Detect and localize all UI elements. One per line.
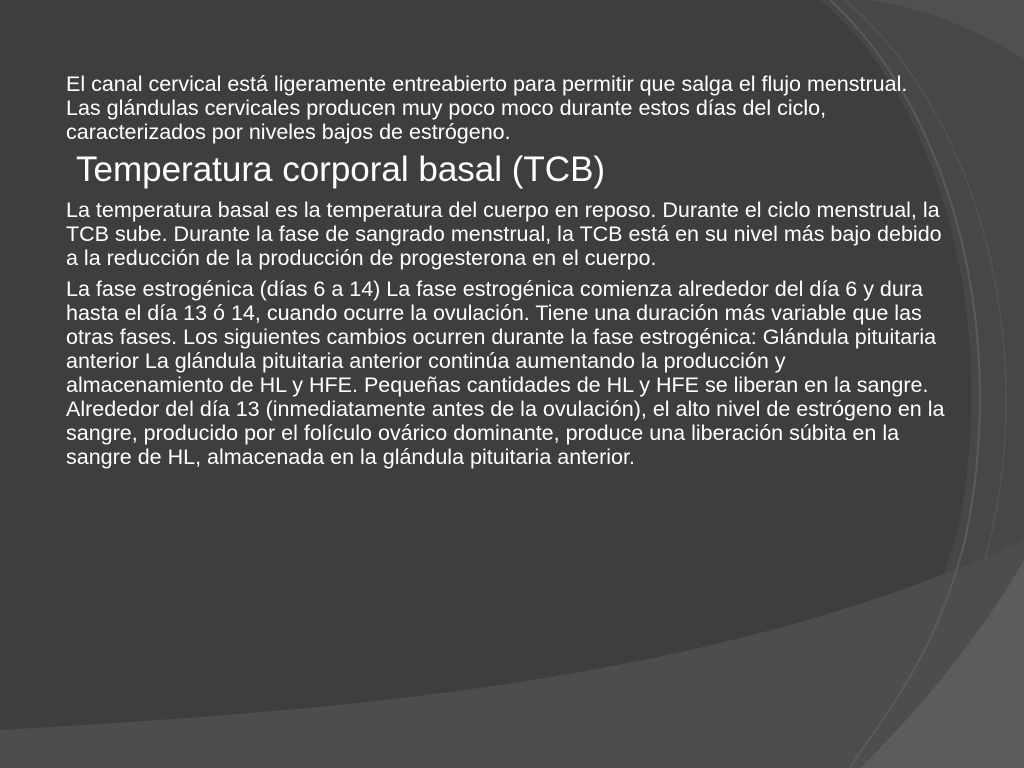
paragraph-basal-temperature: La temperatura basal es la temperatura del cuerpo en reposo. Durante el ciclo menstrual, la TCB sube. Durante la fase de sangrado menstrual, la TCB está en su nivel más bajo debido a la reducción de la producción de progesterona en el cuerpo. [66, 198, 942, 270]
section-heading: Temperatura corporal basal (TCB) [76, 150, 606, 189]
slide-content [66, 72, 946, 469]
paragraph-estrogenic-phase: La fase estrogénica (días 6 a 14) La fase estrogénica comienza alrededor del día 6 y dura hasta el día 13 ó 14, cuando ocurre la ovulación. Tiene una duración más variable que las otras fases. Los siguientes cambios ocurren durante la fase estrogénica: Glándula pituitaria anterior La glándula pituitaria anterior continúa aumentando la producción y almacenamiento de HL y HFE. Pequeñas cantidades de HL y HFE se liberan en la sangre. Alrededor del día 13 (inmediatamente antes de la ovulación), el alto nivel de estrógeno en la sangre, producido por el folículo ovárico dominante, produce una liberación súbita en la sangre de HL, almacenada en la glándula pituitaria anterior. [66, 277, 945, 469]
paragraph-cervical-canal: El canal cervical está ligeramente entreabierto para permitir que salga el flujo menstrual. Las glándulas cervicales producen muy poco moco durante estos días del ciclo, caracterizados por niveles bajos de estrógeno. [66, 72, 908, 144]
